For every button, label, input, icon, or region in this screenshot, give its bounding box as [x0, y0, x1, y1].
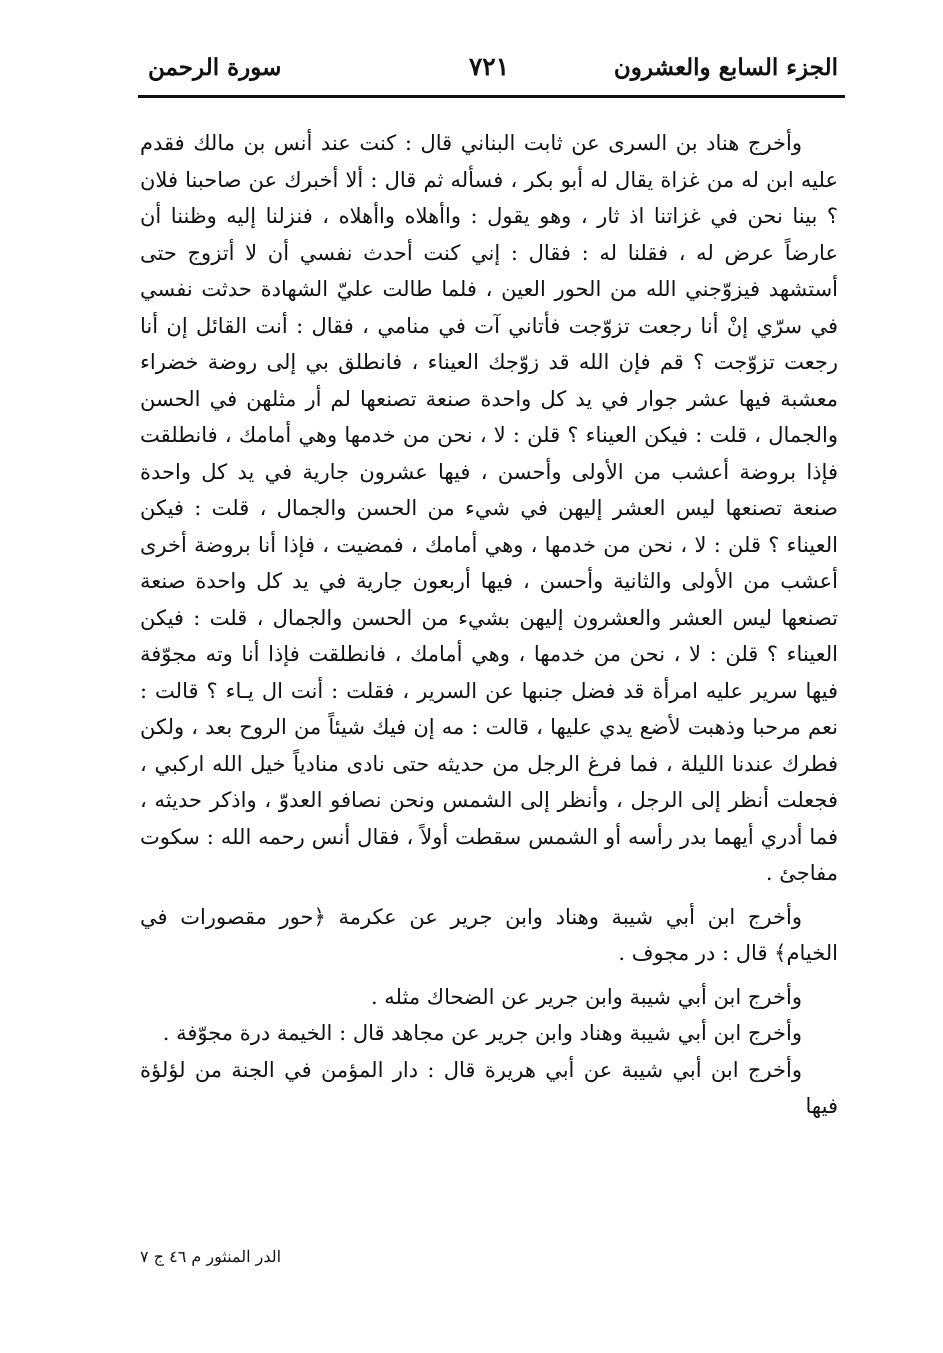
part-title: الجزء السابع والعشرون — [613, 54, 838, 81]
page-header — [140, 48, 838, 92]
page-body — [140, 125, 838, 1125]
paragraph-thabit-narration: وأخرج هناد بن السرى عن ثابت البناني قال : كنت عند أنس بن مالك فقدم عليه ابن له من غزاة يقال له أبو بكر ، فسأله ثم قال : ألا أخبرك عن صاحبنا فلان ؟ بينا نحن في غزاتنا اذ ثار ، وهو يقول : واأهلاه واأهلاه ، فنزلنا إليه وظننا أن عارضاً عرض له ، فقلنا له : فقال : إني كنت أحدث نفسي أن لا أتزوج حتى أستشهد فيزوّجني الله من الحور العين ، فلما طالت عليّ الشهادة حدثت نفسي في سرّي إنْ أنا رجعت تزوّجت فأتاني آت في منامي ، فقال : أنت القائل إن أنا رجعت تزوّجت ؟ قم فإن الله قد زوّجك العيناء ، فانطلق بي إلى روضة خضراء معشبة فيها عشر جوار في يد كل واحدة صنعة تصنعها لم أر مثلهن في الحسن والجمال ، قلت : فيكن العيناء ؟ قلن : لا ، نحن من خدمها وهي أمامك ، فانطلقت فإذا بروضة أعشب من الأولى وأحسن ، فيها عشرون جارية في يد كل واحدة صنعة تصنعها ليس العشر إليهن في شيء من الحسن والجمال ، قلت : فيكن العيناء ؟ قلن : لا ، نحن من خدمها ، وهي أمامك ، فمضيت ، فإذا أنا بروضة أخرى أعشب من الأولى والثانية وأحسن ، فيها أربعون جارية في يد كل واحدة صنعة تصنعها ليس العشر والعشرون إليهن بشيء من الحسن والجمال ، قلت : فيكن العيناء ؟ قلن : لا ، نحن من خدمها ، وهي أمامك ، فانطلقت فإذا أنا وته مجوّفة فيها سرير عليه امرأة قد فضل جنبها عن السرير ، فقلت : أنت ال يـاء ؟ قالت : نعم مرحبا وذهبت لأضع يدي عليها ، قالت : مه إن فيك شيئاً من الروح بعد ، ولكن فطرك عندنا الليلة ، فما فرغ الرجل من حديثه حتى نادى منادياً خيل الله اركبي ، فجعلت أنظر إلى الرجل ، وأنظر إلى الشمس ونحن نصافو العدوّ ، واذكر حديثه ، فما أدري أيهما بدر رأسه أو الشمس سقطت أولاً ، فقال أنس رحمه الله : سكوت مفاجئ . — [140, 131, 838, 885]
paragraph-dahhak: وأخرج ابن أبي شيبة وابن جرير عن الضحاك مثله . — [370, 984, 802, 1009]
paragraph-ikrima: وأخرج ابن أبي شيبة وهناد وابن جرير عن عكرمة ﴿حور مقصورات في الخيام﴾ قال : در مجوف . — [140, 904, 838, 965]
page-number: ٧٢١ — [468, 52, 510, 81]
header-rule — [138, 95, 845, 98]
footer-signature: الدر المنثور م ٤٦ ج ٧ — [140, 1247, 282, 1266]
paragraph-abu-hurayra: وأخرج ابن أبي شيبة عن أبي هريرة قال : دار المؤمن في الجنة من لؤلؤة فيها — [140, 1057, 838, 1118]
paragraph-mujahid: وأخرج ابن أبي شيبة وهناد وابن جرير عن مجاهد قال : الخيمة درة مجوّفة . — [162, 1021, 802, 1045]
surah-title: سورة الرحمن — [148, 54, 282, 81]
